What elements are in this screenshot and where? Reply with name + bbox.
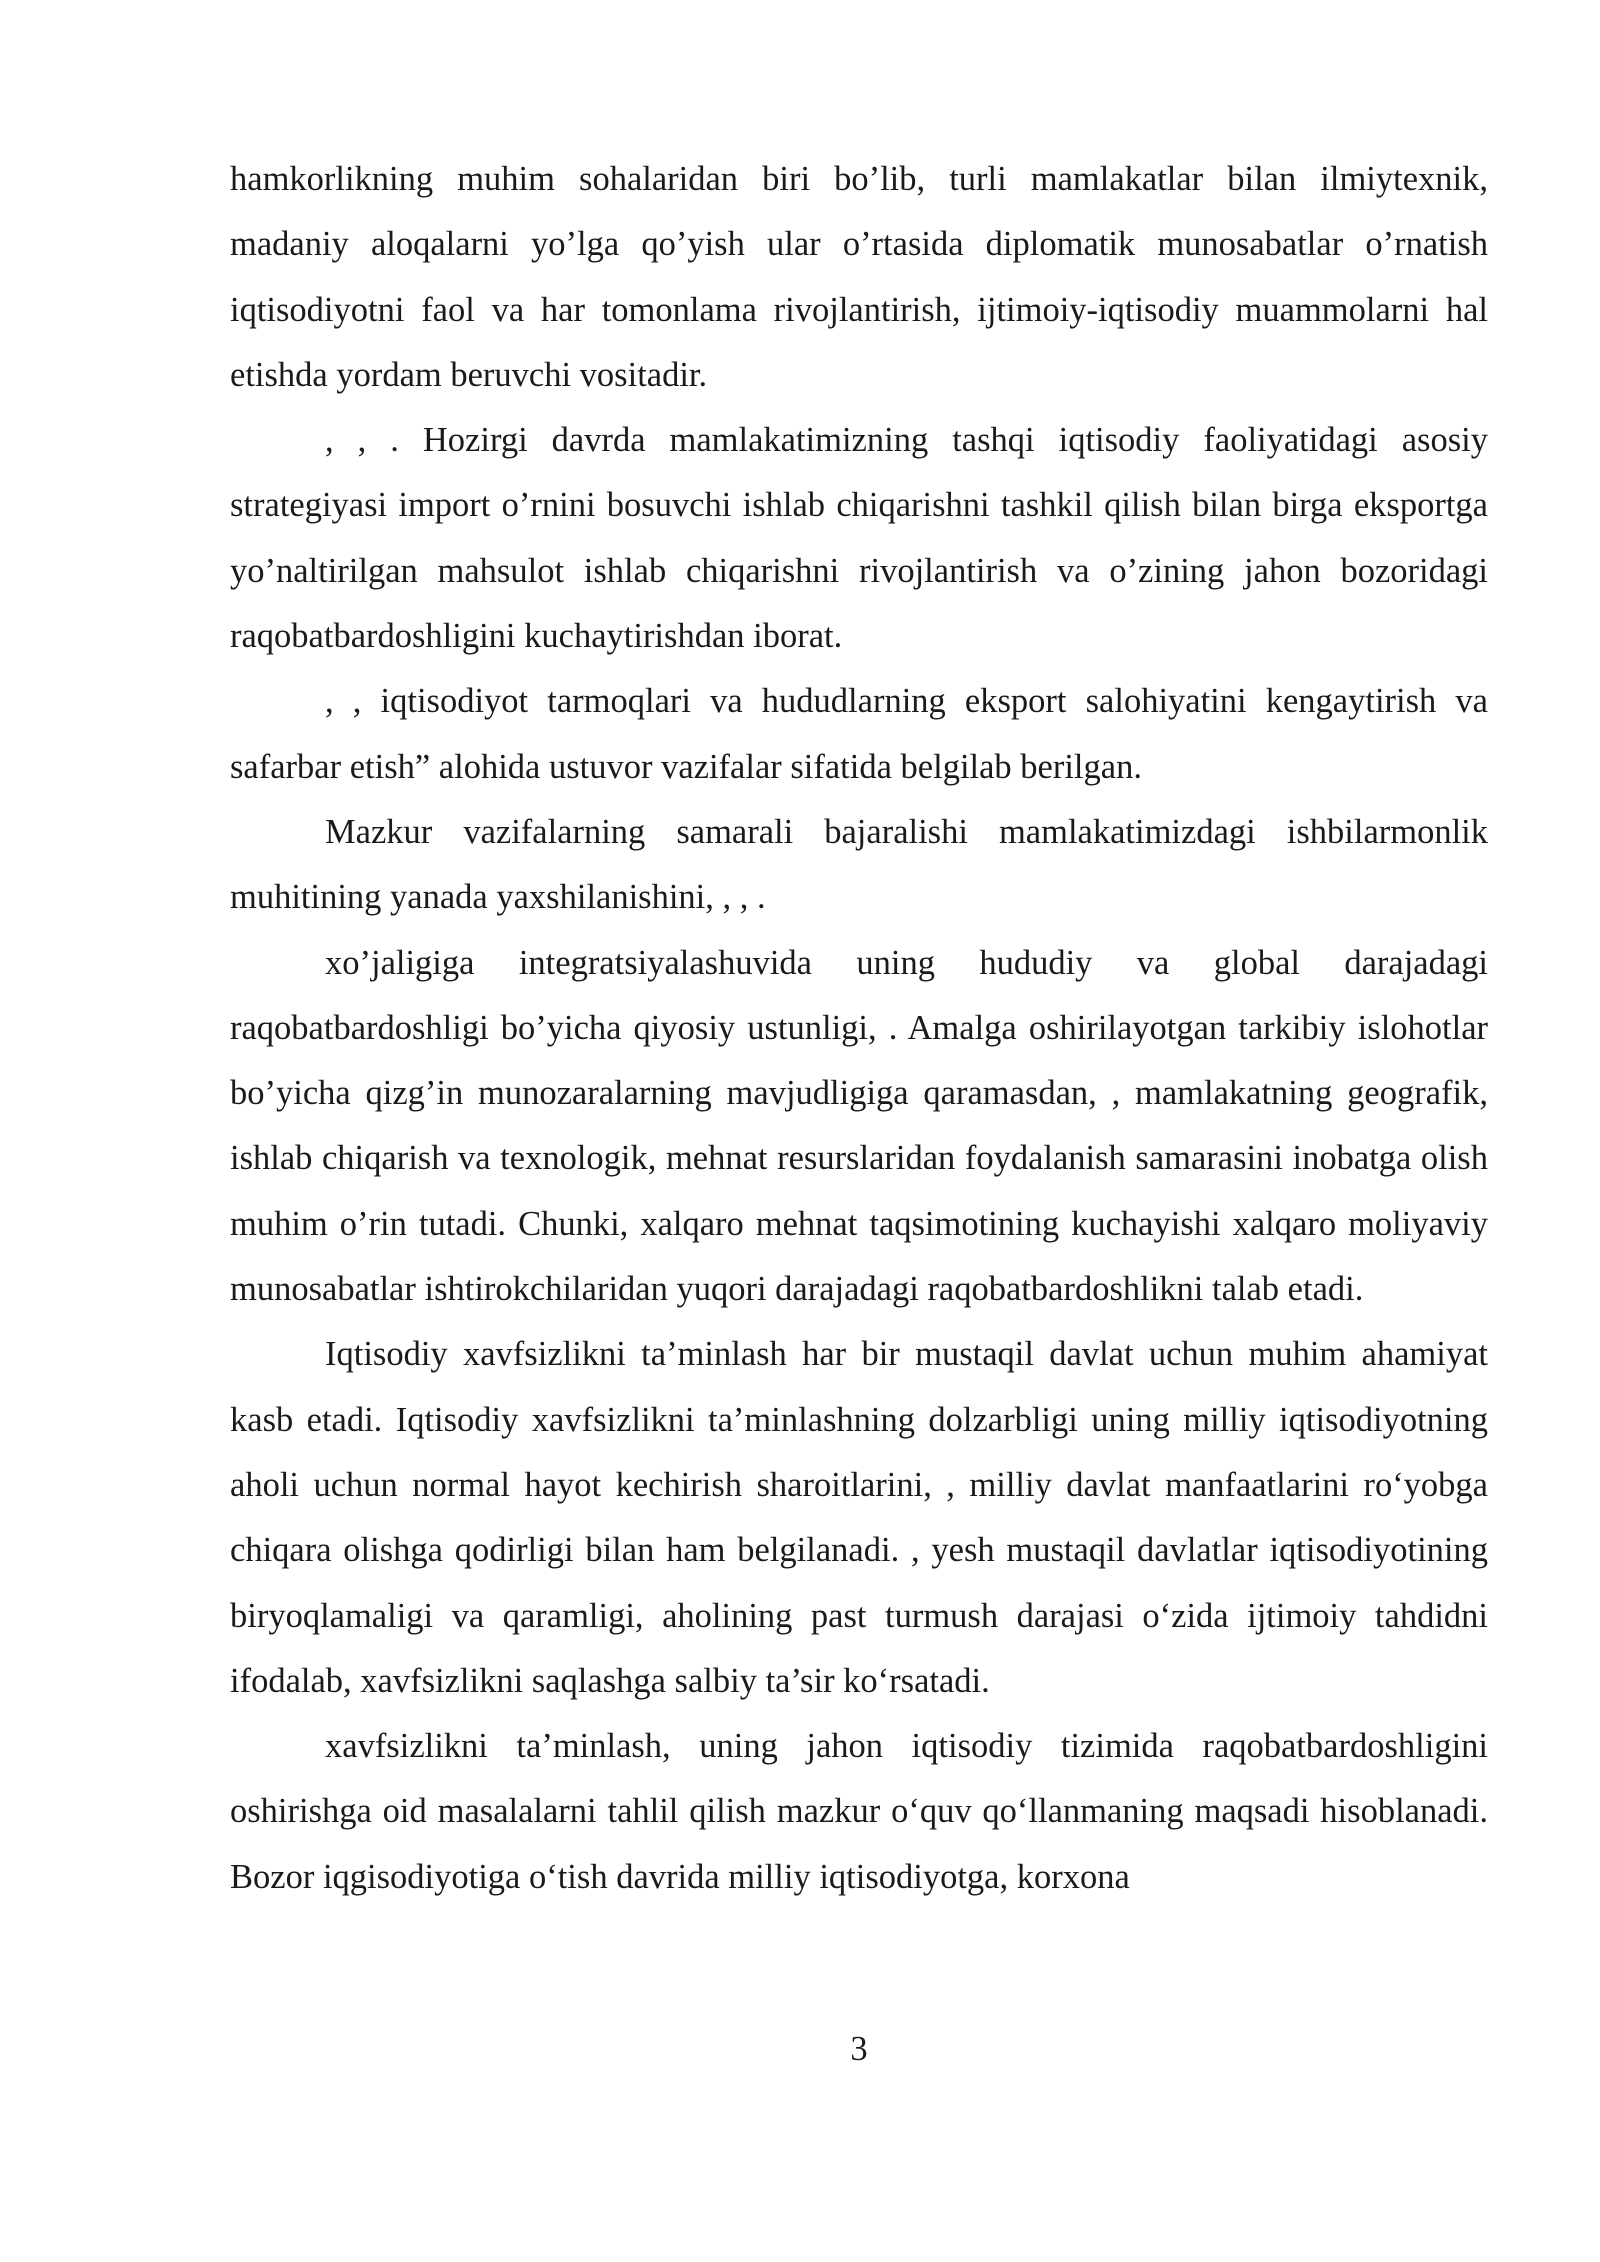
paragraph: Mazkur vazifalarning samarali bajaralishi mamlakatimizdagi ishbilarmonlik muhitining yanada yaxshilanishini, , , . — [230, 812, 1488, 917]
paragraph-continuation: hamkorlikning muhim sohalaridan biri bo’lib, turli mamlakatlar bilan ilmiytexnik, madaniy aloqalarni yo’lga qo’yish ular o’rtasida diplomatik munosabatlar o’rnatish iqtisodiyotni faol va har tomonlama rivojlantirish, ijtimoiy-iqtisodiy muammolarni hal etishda yordam beruvchi vositadir. — [230, 160, 1488, 394]
body-text — [230, 147, 1488, 1910]
paragraph: , , iqtisodiyot tarmoqlari va hududlarning eksport salohiyatini kengaytirish va safarbar etish” alohida ustuvor vazifalar sifatida belgilab berilgan. — [230, 682, 1488, 786]
paragraph: xavfsizlikni ta’minlash, uning jahon iqtisodiy tizimida raqobatbardoshligini oshirishga oid masalalarni tahlil qilish mazkur o‘quv qo‘llanmaning maqsadi hisoblanadi. Bozor iqgisodiyotiga o‘tish davrida milliy iqtisodiyotga, korxona — [230, 1727, 1488, 1896]
paragraph: xo’jaligiga integratsiyalashuvida uning hududiy va global darajadagi raqobatbardoshligi bo’yicha qiyosiy ustunligi, . Amalga oshirilayotgan tarkibiy islohotlar bo’yicha qizg’in munozaralarning mavjudligiga qaramasdan, , mamlakatning geografik, ishlab chiqarish va texnologik, mehnat resurslaridan foydalanish samarasini inobatga olish muhim o’rin tutadi. Chunki, xalqaro mehnat taqsimotining kuchayishi xalqaro moliyaviy munosabatlar ishtirokchilaridan yuqori darajadagi raqobatbardoshlikni talab etadi. — [230, 943, 1488, 1309]
page-number: 3 — [850, 2030, 868, 2068]
paragraph: , , . Hozirgi davrda mamlakatimizning tashqi iqtisodiy faoliyatidagi asosiy strategiyasi import o’rnini bosuvchi ishlab chiqarishni tashkil qilish bilan birga eksportga yo’naltirilgan mahsulot ishlab chiqarishni rivojlantirish va o’zining jahon bozoridagi raqobatbardoshligini kuchaytirishdan iborat. — [230, 421, 1488, 656]
paragraph: Iqtisodiy xavfsizlikni ta’minlash har bir mustaqil davlat uchun muhim ahamiyat kasb etadi. Iqtisodiy xavfsizlikni ta’minlashning dolzarbligi uning milliy iqtisodiyotning aholi uchun normal hayot kechirish sharoitlarini, , milliy davlat manfaatlarini ro‘yobga chiqara olishga qodirligi bilan ham belgilanadi. , yesh mustaqil davlatlar iqtisodiyotining biryoqlamaligi va qaramligi, aholining past turmush darajasi o‘zida ijtimoiy tahdidni ifodalab, xavfsizlikni saqlashga salbiy ta’sir ko‘rsatadi. — [230, 1335, 1488, 1700]
